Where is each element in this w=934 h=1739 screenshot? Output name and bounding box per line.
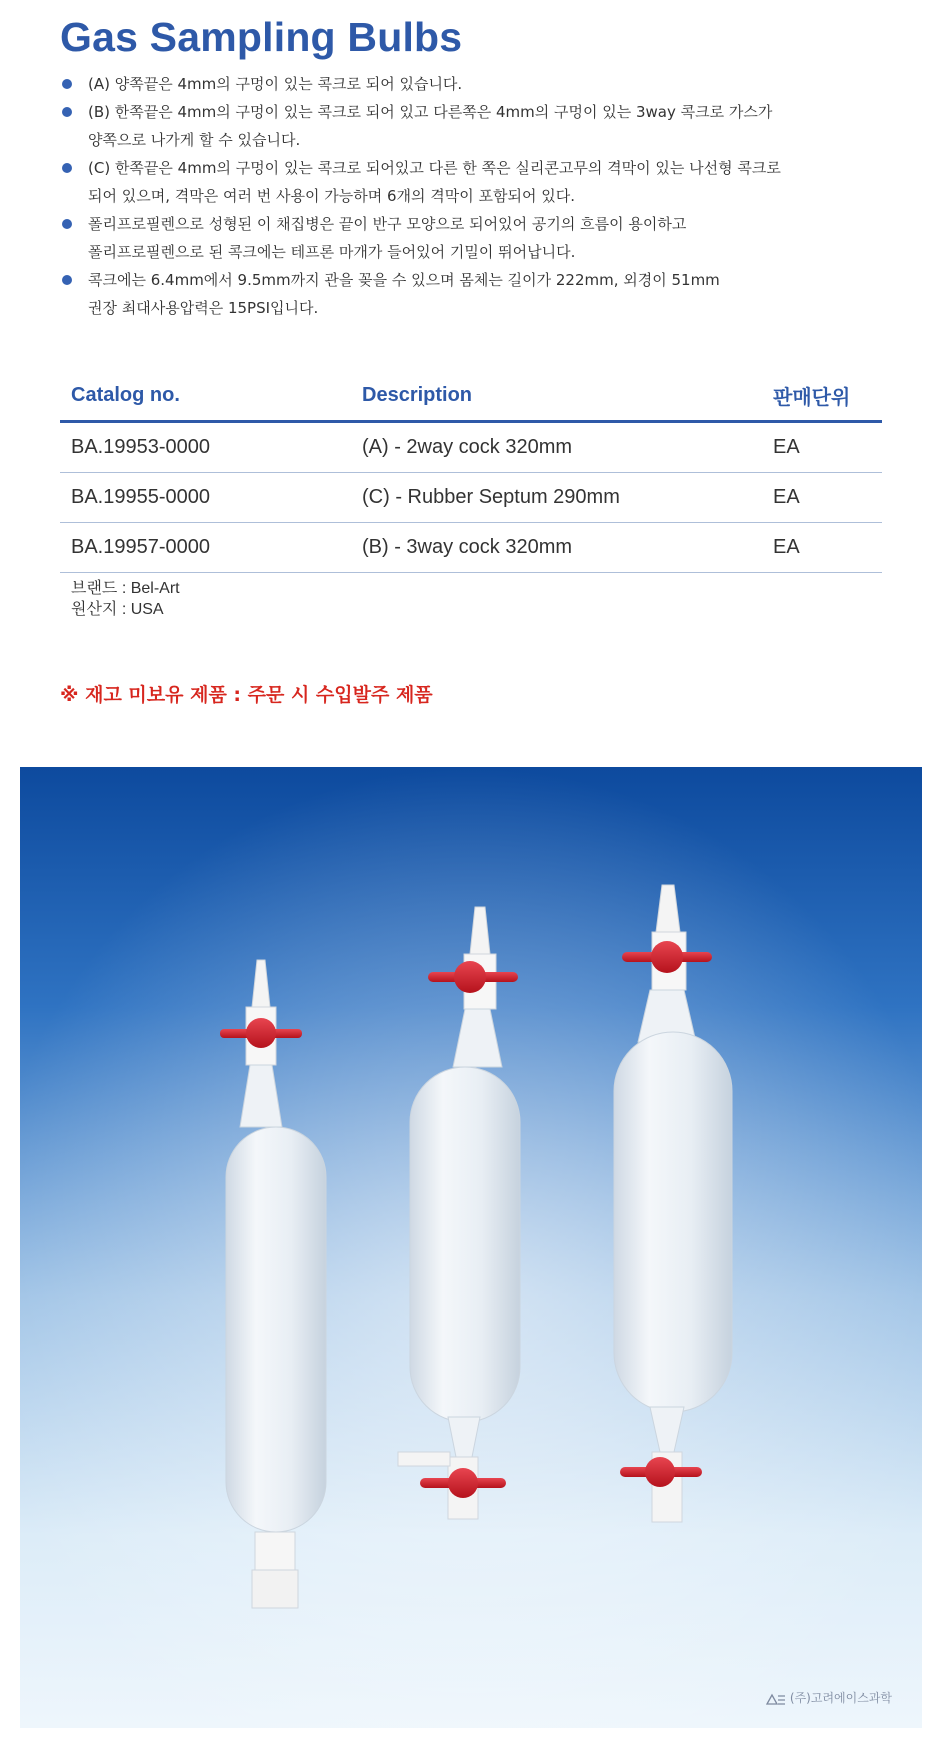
company-logo-icon — [766, 1693, 786, 1705]
product-photo — [20, 767, 922, 1728]
feature-item: (A) 양쪽끝은 4mm의 구멍이 있는 콕크로 되어 있습니다. — [60, 70, 860, 98]
catalog-no-cell: BA.19955-0000 — [60, 473, 351, 523]
unit-cell: EA — [762, 523, 882, 573]
feature-item: 콕크에는 6.4mm에서 9.5mm까지 관을 꽂을 수 있으며 몸체는 길이가 222mm, 외경이 51mm 권장 최대사용압력은 15PSI입니다. — [60, 266, 860, 322]
table-row — [60, 422, 882, 473]
table-row — [60, 473, 882, 523]
feature-item: (C) 한쪽끝은 4mm의 구멍이 있는 콕크로 되어있고 다른 한 쪽은 실리콘고무의 격막이 있는 나선형 콕크로 되어 있으며, 격막은 여러 번 사용이 가능하며 6개의 격막이 포함되어 있다. — [60, 154, 860, 210]
origin-text: 원산지 : USA — [71, 601, 164, 618]
catalog-no-cell: BA.19957-0000 — [60, 523, 351, 573]
circle-bullet-icon — [62, 275, 72, 285]
circle-bullet-icon — [62, 219, 72, 229]
feature-item: (B) 한쪽끝은 4mm의 구멍이 있는 콕크로 되어 있고 다른쪽은 4mm의 구멍이 있는 3way 콕크로 가스가 양쪽으로 나가게 할 수 있습니다. — [60, 98, 860, 154]
description-cell: (A) - 2way cock 320mm — [351, 422, 762, 473]
unit-cell: EA — [762, 422, 882, 473]
unit-cell: EA — [762, 473, 882, 523]
feature-list — [60, 70, 860, 322]
header-catalog-no: Catalog no. — [60, 370, 351, 422]
brand-text: 브랜드 : Bel-Art — [71, 580, 180, 597]
circle-bullet-icon — [62, 163, 72, 173]
watermark — [766, 1689, 892, 1706]
stock-notice: ※ 재고 미보유 제품 : 주문 시 수입발주 제품 — [60, 684, 433, 706]
watermark-text: (주)고려에이스과학 — [789, 1691, 892, 1705]
table-header-row — [60, 370, 882, 422]
catalog-table — [60, 370, 882, 573]
circle-bullet-icon — [62, 79, 72, 89]
header-sales-unit: 판매단위 — [762, 370, 882, 422]
table-row — [60, 523, 882, 573]
feature-item: 폴리프로필렌으로 성형된 이 채집병은 끝이 반구 모양으로 되어있어 공기의 흐름이 용이하고 폴리프로필렌으로 된 콕크에는 테프론 마개가 들어있어 기밀이 뛰어납니다. — [60, 210, 860, 266]
description-cell: (B) - 3way cock 320mm — [351, 523, 762, 573]
product-meta — [71, 578, 180, 620]
circle-bullet-icon — [62, 107, 72, 117]
description-cell: (C) - Rubber Septum 290mm — [351, 473, 762, 523]
catalog-no-cell: BA.19953-0000 — [60, 422, 351, 473]
header-description: Description — [351, 370, 762, 422]
page-title: Gas Sampling Bulbs — [60, 14, 463, 60]
